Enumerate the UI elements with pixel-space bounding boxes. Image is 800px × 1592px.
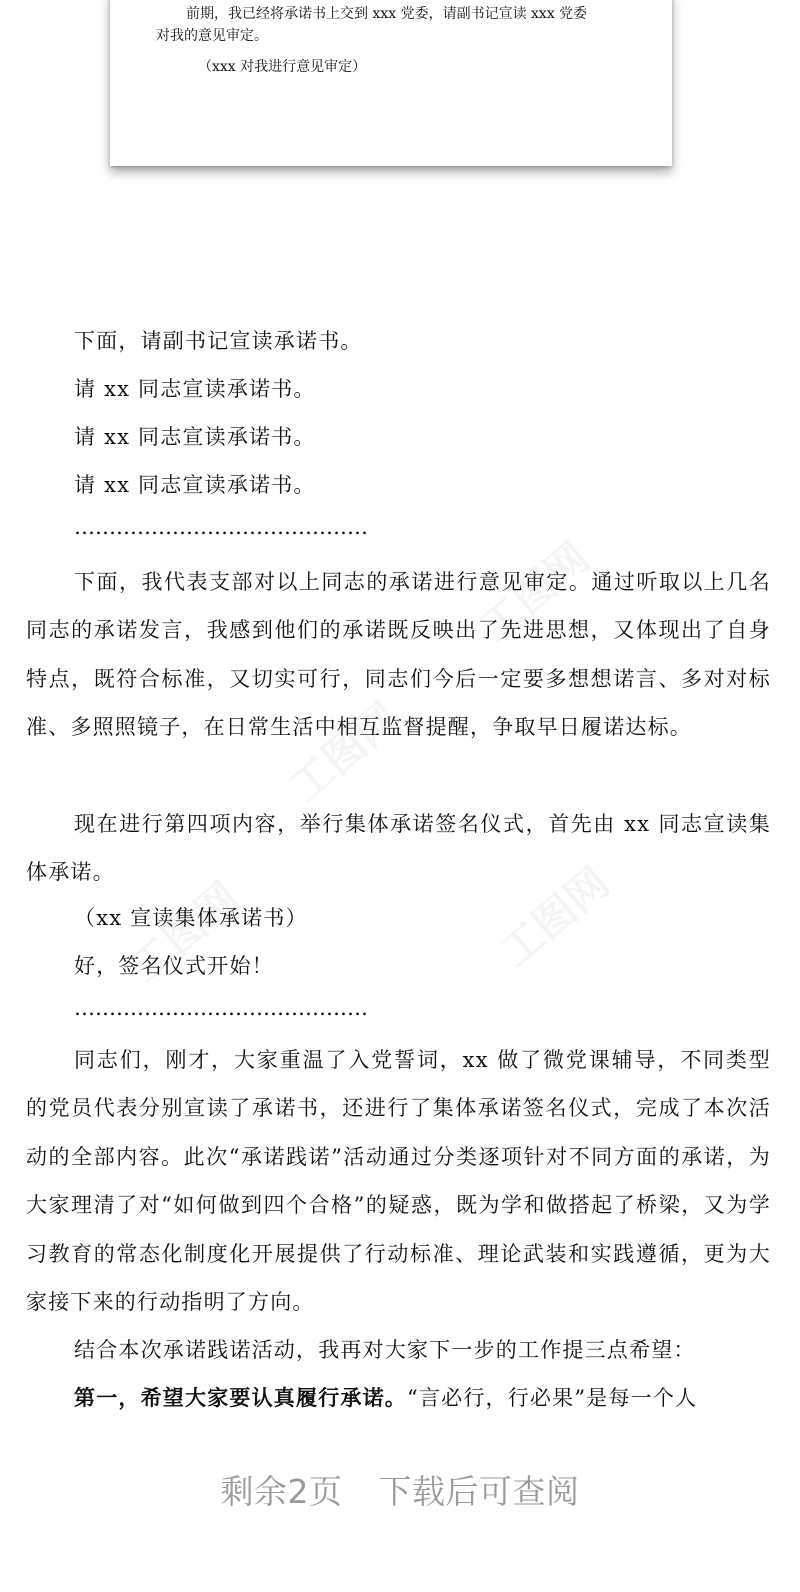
remaining-pages-label: 剩余2页 bbox=[220, 1472, 343, 1511]
body-paragraph: 下面，我代表支部对以上同志的承诺进行意见审定。通过听取以上几名同志的承诺发言，我感到他们的承诺既反映出了先进思想，又体现出了自身特点，既符合标准，又切实可行，同志们今后一定要多想想诺言、多对对标准、多照照镜子，在日常生活中相互监督提醒，争取早日履诺达标。 bbox=[26, 570, 771, 740]
text-line: （xx 宣读集体承诺书） bbox=[74, 906, 308, 930]
text-line: 请 xx 同志宣读承诺书。 bbox=[74, 425, 316, 449]
body-paragraph: 现在进行第四项内容，举行集体承诺签名仪式，首先由 xx 同志宣读集体承诺。 bbox=[26, 812, 771, 885]
text-line: 下面，请副书记宣读承诺书。 bbox=[74, 329, 363, 353]
document-preview-card bbox=[110, 0, 672, 166]
download-to-view-label[interactable]: 下载后可查阅 bbox=[378, 1472, 580, 1511]
text-line: 请 xx 同志宣读承诺书。 bbox=[74, 473, 316, 497]
body-paragraph: 同志们，刚才，大家重温了入党誓词，xx 做了微党课辅导，不同类型的党员代表分别宣读了承诺书，还进行了集体承诺签名仪式，完成了本次活动的全部内容。此次“承诺践诺”活动通过分类逐项针对不同方面的承诺，为大家理清了对“如何做到四个合格”的疑惑，既为学和做搭起了桥梁，又为学习教育的常态化制度化开展提供了行动标准、理论武装和实践遵循，更为大家接下来的行动指明了方向。 bbox=[26, 1048, 771, 1315]
download-prompt[interactable] bbox=[0, 1466, 800, 1513]
preview-line: 前期，我已经将承诺书上交到 xxx 党委，请副书记宣读 xxx 党委 bbox=[186, 6, 588, 22]
text-line: 请 xx 同志宣读承诺书。 bbox=[74, 377, 316, 401]
emphasis-heading: 第一，希望大家要认真履行承诺。 bbox=[74, 1385, 407, 1410]
body-paragraph: 结合本次承诺践诺活动，我再对大家下一步的工作提三点希望： bbox=[74, 1338, 696, 1362]
text-line: 好，签名仪式开始！ bbox=[74, 954, 274, 978]
dotted-separator: …………………………………… bbox=[74, 996, 368, 1020]
paragraph-text: “言必行，行必果”是每一个人 bbox=[407, 1386, 698, 1410]
dotted-separator: …………………………………… bbox=[74, 515, 368, 539]
body-paragraph bbox=[26, 1374, 771, 1422]
preview-line: 对我的意见审定。 bbox=[156, 28, 268, 44]
preview-line: （xxx 对我进行意见审定） bbox=[198, 59, 367, 75]
